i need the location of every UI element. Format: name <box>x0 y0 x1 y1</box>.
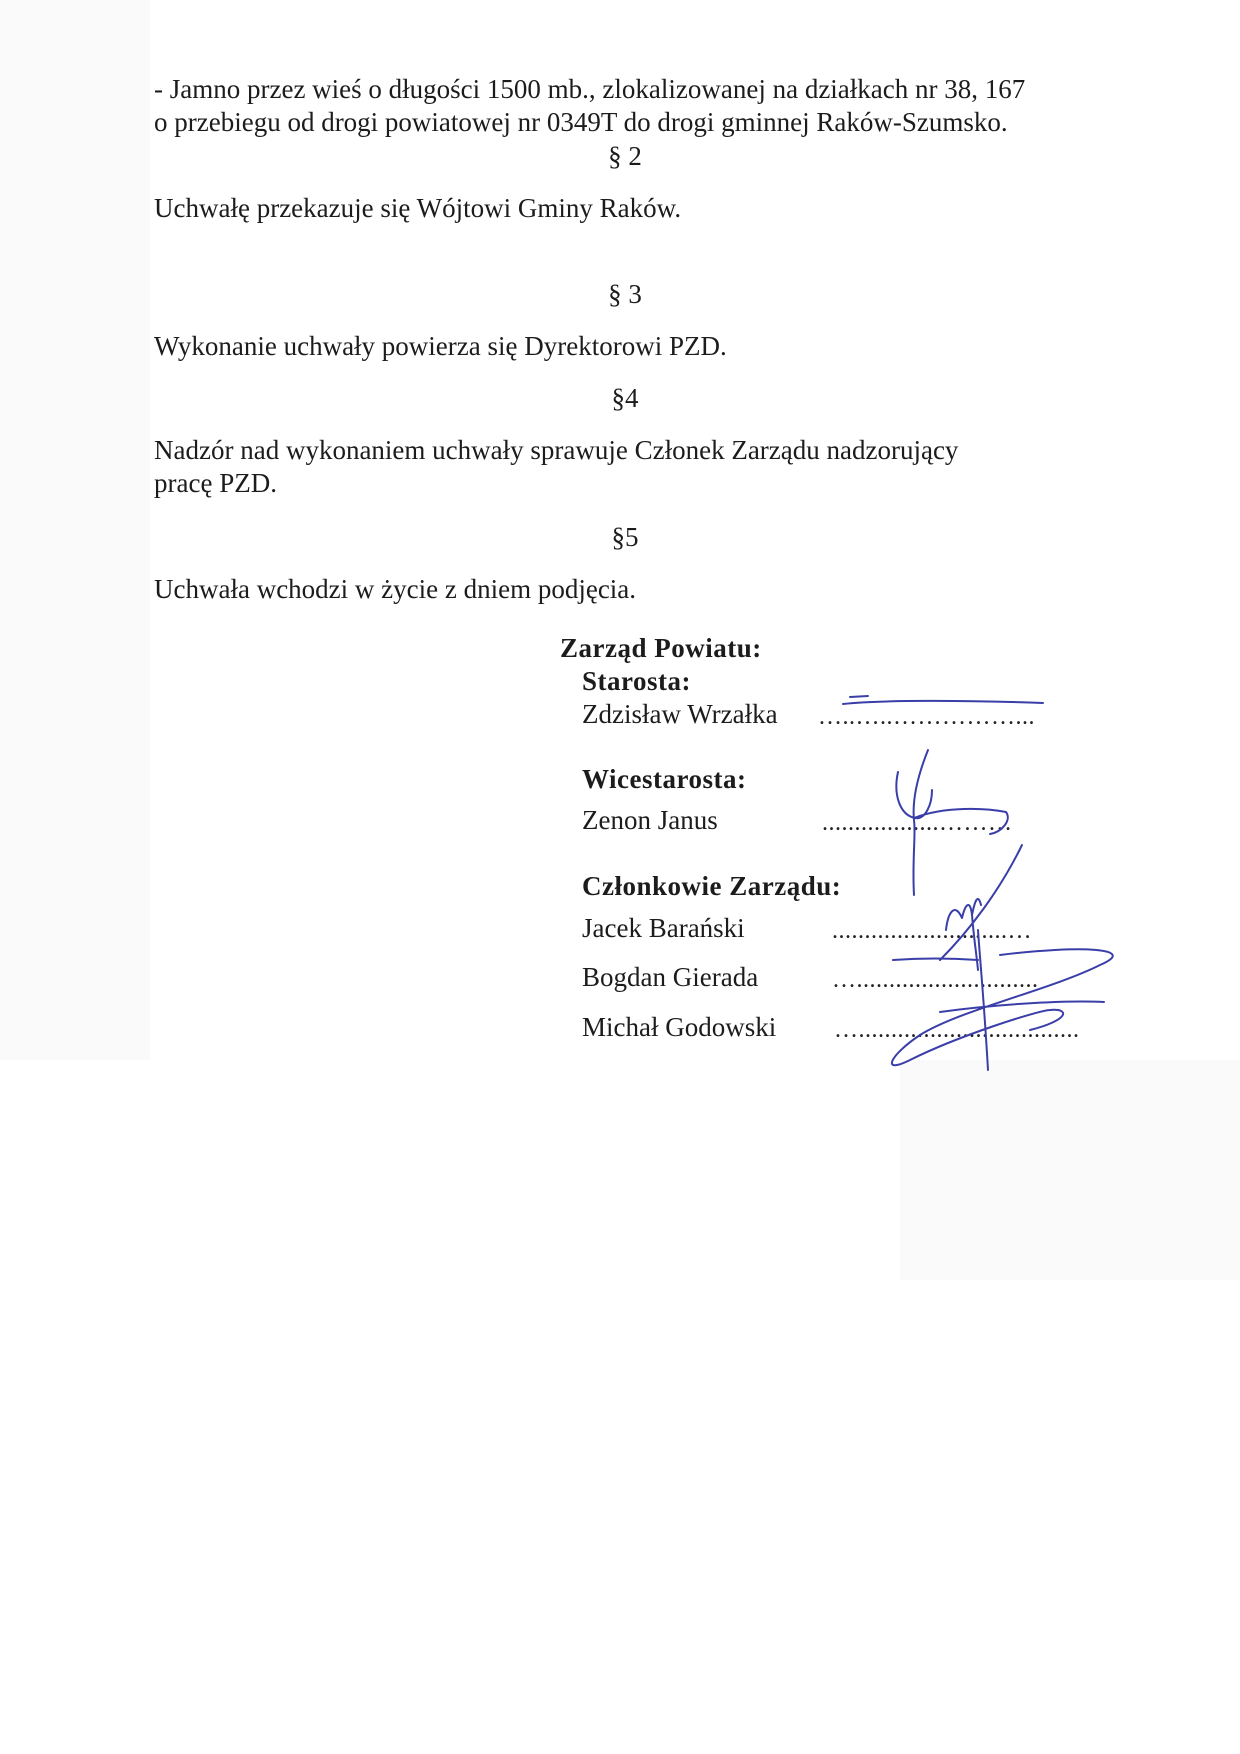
section-2-mark: § 2 <box>608 141 642 171</box>
section-4-mark: §4 <box>611 383 639 413</box>
section-4-text-line-1: Nadzór nad wykonaniem uchwały sprawuje Członek Zarządu nadzorujący <box>154 435 959 465</box>
section-5-mark: §5 <box>611 522 639 552</box>
board-title: Zarząd Powiatu: <box>560 633 762 663</box>
member-signature-line-2: …............................ <box>832 967 1039 993</box>
member-signature-line-3: ….................................. <box>834 1017 1080 1043</box>
section-4-text-line-2: pracę PZD. <box>154 468 277 498</box>
vice-starosta-name: Zenon Janus <box>582 805 718 835</box>
member-name-3: Michał Godowski <box>582 1012 777 1042</box>
member-name-1: Jacek Barański <box>582 913 745 943</box>
body-line-2: o przebiegu od drogi powiatowej nr 0349T do drogi gminnej Raków-Szumsko. <box>154 107 1008 137</box>
starosta-signature-line: …..…..……………... <box>818 704 1035 730</box>
member-signature-line-1: ...........................… <box>832 918 1032 944</box>
vice-starosta-label: Wicestarosta: <box>582 764 747 794</box>
member-name-2: Bogdan Gierada <box>582 962 759 992</box>
section-5-text: Uchwała wchodzi w życie z dniem podjęcia. <box>154 574 637 604</box>
starosta-name: Zdzisław Wrzałka <box>582 699 778 729</box>
scan-shadow-right <box>900 1060 1240 1280</box>
vice-starosta-signature-line: ..................……… <box>822 810 1013 836</box>
starosta-label: Starosta: <box>582 666 691 696</box>
section-3-mark: § 3 <box>608 279 642 309</box>
section-2-text: Uchwałę przekazuje się Wójtowi Gminy Raków. <box>154 193 682 223</box>
body-line-1: - Jamno przez wieś o długości 1500 mb., zlokalizowanej na działkach nr 38, 167 <box>154 74 1026 104</box>
members-label: Członkowie Zarządu: <box>582 871 842 901</box>
section-3-text: Wykonanie uchwały powierza się Dyrektorowi PZD. <box>154 331 727 361</box>
scan-shadow-left <box>0 0 150 1060</box>
